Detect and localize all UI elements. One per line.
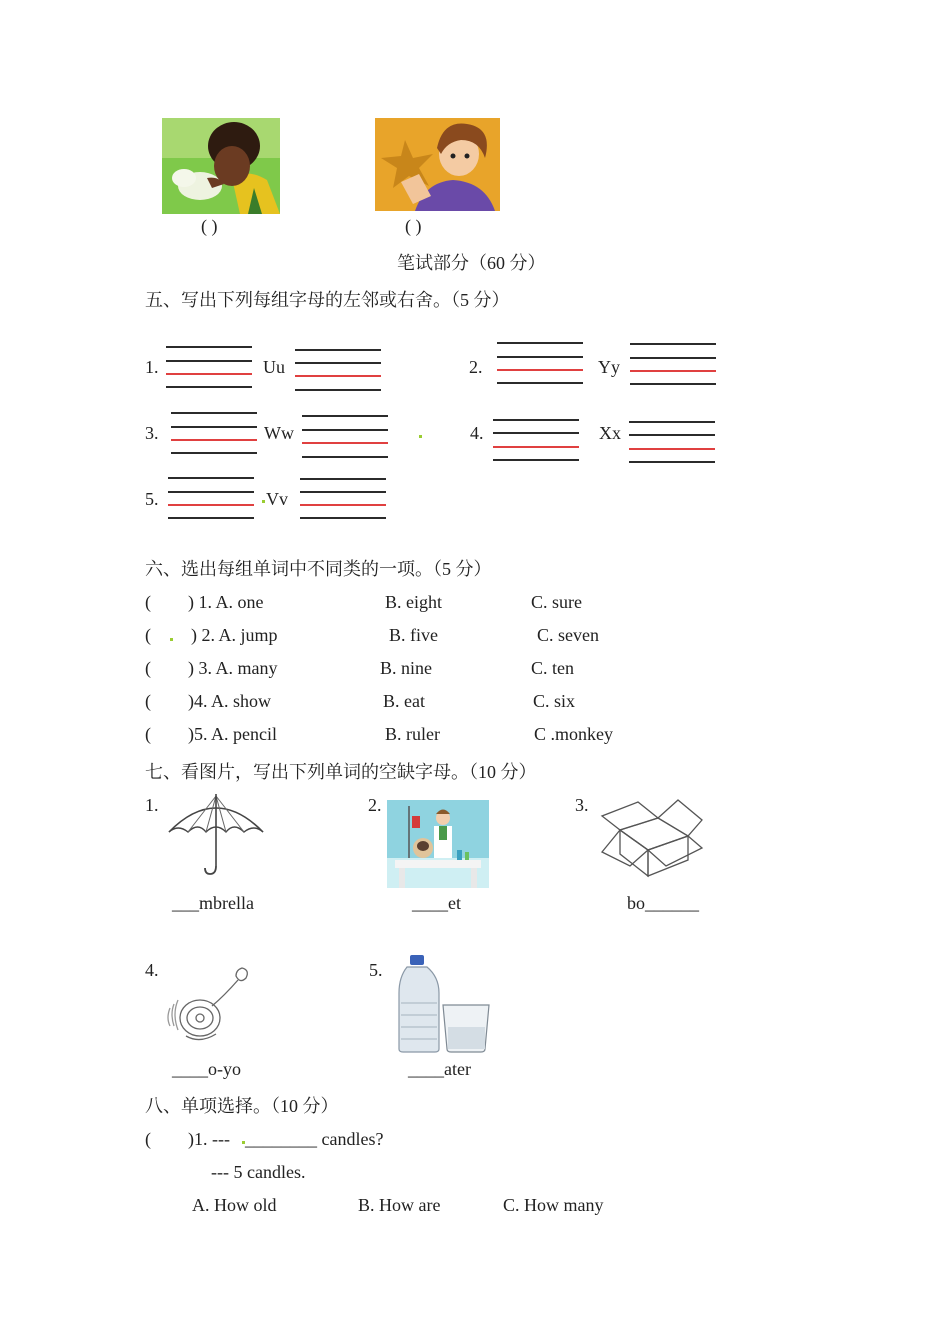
- s6-answer-paren[interactable]: (: [145, 691, 151, 711]
- s7-item-2-num: 2.: [368, 795, 382, 815]
- writing-line: [302, 415, 388, 417]
- s5-item-2-letter: Yy: [598, 357, 620, 377]
- boy-blowing-image: [162, 118, 280, 214]
- water-icon: [397, 953, 491, 1053]
- writing-line-baseline: [493, 446, 579, 448]
- written-part-heading: 笔试部分（60 分）: [397, 253, 546, 273]
- s6-q2-b: B. five: [389, 625, 438, 645]
- writing-line: [630, 343, 716, 345]
- s5-item-1-letter: Uu: [263, 357, 285, 377]
- speck: [419, 435, 422, 438]
- s7-item-3-word: bo______: [627, 893, 699, 913]
- writing-line: [493, 419, 579, 421]
- writing-line: [302, 456, 388, 458]
- writing-line: [497, 382, 583, 384]
- writing-line: [168, 477, 254, 479]
- writing-line: [171, 452, 257, 454]
- yoyo-icon: [166, 962, 256, 1052]
- s6-q3-a: ) 3. A. many: [188, 658, 278, 678]
- s5-item-1-num: 1.: [145, 357, 159, 377]
- s6-q4-b: B. eat: [383, 691, 425, 711]
- writing-line: [166, 346, 252, 348]
- writing-line-baseline: [629, 448, 715, 450]
- writing-line-baseline: [302, 442, 388, 444]
- writing-line: [166, 386, 252, 388]
- s7-item-1-word: ___mbrella: [172, 893, 254, 913]
- s8-q1-blank: ________ candles?: [245, 1129, 384, 1149]
- s8-option-c: C. How many: [503, 1195, 604, 1215]
- s5-item-3-letter: Ww: [264, 423, 294, 443]
- writing-line: [295, 362, 381, 364]
- s5-item-5-num: 5.: [145, 489, 159, 509]
- writing-line: [629, 434, 715, 436]
- s6-q4-c: C. six: [533, 691, 576, 711]
- s8-option-b: B. How are: [358, 1195, 441, 1215]
- section6-title: 六、选出每组单词中不同类的一项。（5 分）: [145, 559, 492, 579]
- s6-q3-b: B. nine: [380, 658, 432, 678]
- writing-line: [497, 356, 583, 358]
- s8-q1-prefix: )1. ---: [188, 1129, 230, 1149]
- s7-item-5-num: 5.: [369, 960, 383, 980]
- writing-line: [300, 517, 386, 519]
- writing-line-baseline: [168, 504, 254, 506]
- writing-line: [497, 342, 583, 344]
- s7-item-2-word: ____et: [412, 893, 461, 913]
- s7-item-4-word: ____o-yo: [172, 1059, 241, 1079]
- writing-line-baseline: [497, 369, 583, 371]
- writing-line: [300, 491, 386, 493]
- section5-title: 五、写出下列每组字母的左邻或右舍。（5 分）: [145, 290, 510, 310]
- s6-q4-a: )4. A. show: [188, 691, 272, 711]
- s6-answer-paren[interactable]: (: [145, 592, 151, 612]
- s7-item-4-num: 4.: [145, 960, 159, 980]
- vet-pet-image: [387, 800, 489, 888]
- writing-line-baseline: [300, 504, 386, 506]
- writing-line: [295, 349, 381, 351]
- s6-q1-b: B. eight: [385, 592, 442, 612]
- s6-q5-b: B. ruler: [385, 724, 440, 744]
- s6-q3-c: C. ten: [531, 658, 574, 678]
- s8-answer-paren[interactable]: (: [145, 1129, 151, 1149]
- writing-line-baseline: [171, 439, 257, 441]
- s5-item-3-num: 3.: [145, 423, 159, 443]
- box-icon: [598, 796, 704, 878]
- writing-line: [300, 478, 386, 480]
- s6-q2-a: ) 2. A. jump: [191, 625, 278, 645]
- writing-line: [171, 412, 257, 414]
- writing-line: [630, 383, 716, 385]
- writing-line: [166, 360, 252, 362]
- s5-item-4-num: 4.: [470, 423, 484, 443]
- writing-line: [168, 517, 254, 519]
- writing-line: [493, 432, 579, 434]
- s6-q1-a: ) 1. A. one: [188, 592, 264, 612]
- s8-q1-answer-line: --- 5 candles.: [211, 1162, 306, 1182]
- writing-line-baseline: [630, 370, 716, 372]
- writing-line-baseline: [295, 375, 381, 377]
- writing-line: [295, 389, 381, 391]
- writing-line: [629, 421, 715, 423]
- s6-answer-paren[interactable]: (: [145, 658, 151, 678]
- section7-title: 七、看图片，写出下列单词的空缺字母。（10 分）: [145, 762, 537, 782]
- writing-line: [302, 429, 388, 431]
- answer-paren-2[interactable]: ( ): [405, 216, 422, 236]
- answer-paren-1[interactable]: ( ): [201, 216, 218, 236]
- s6-answer-paren[interactable]: (: [145, 724, 151, 744]
- s7-item-5-word: ____ater: [408, 1059, 471, 1079]
- s8-option-a: A. How old: [192, 1195, 277, 1215]
- writing-line-baseline: [166, 373, 252, 375]
- umbrella-icon: [166, 792, 266, 876]
- section8-title: 八、单项选择。（10 分）: [145, 1096, 339, 1116]
- writing-line: [629, 461, 715, 463]
- s6-q1-c: C. sure: [531, 592, 582, 612]
- s6-answer-paren[interactable]: (: [145, 625, 151, 645]
- writing-line: [630, 357, 716, 359]
- s6-q2-c: C. seven: [537, 625, 599, 645]
- writing-line: [171, 426, 257, 428]
- s6-q5-a: )5. A. pencil: [188, 724, 277, 744]
- writing-line: [493, 459, 579, 461]
- boy-pointing-image: [375, 118, 500, 211]
- s5-item-4-letter: Xx: [599, 423, 621, 443]
- speck: [262, 500, 265, 503]
- writing-line: [168, 491, 254, 493]
- speck: [170, 638, 173, 641]
- s5-item-2-num: 2.: [469, 357, 483, 377]
- s5-item-5-letter: Vv: [266, 489, 288, 509]
- s6-q5-c: C .monkey: [534, 724, 613, 744]
- s7-item-1-num: 1.: [145, 795, 159, 815]
- s7-item-3-num: 3.: [575, 795, 589, 815]
